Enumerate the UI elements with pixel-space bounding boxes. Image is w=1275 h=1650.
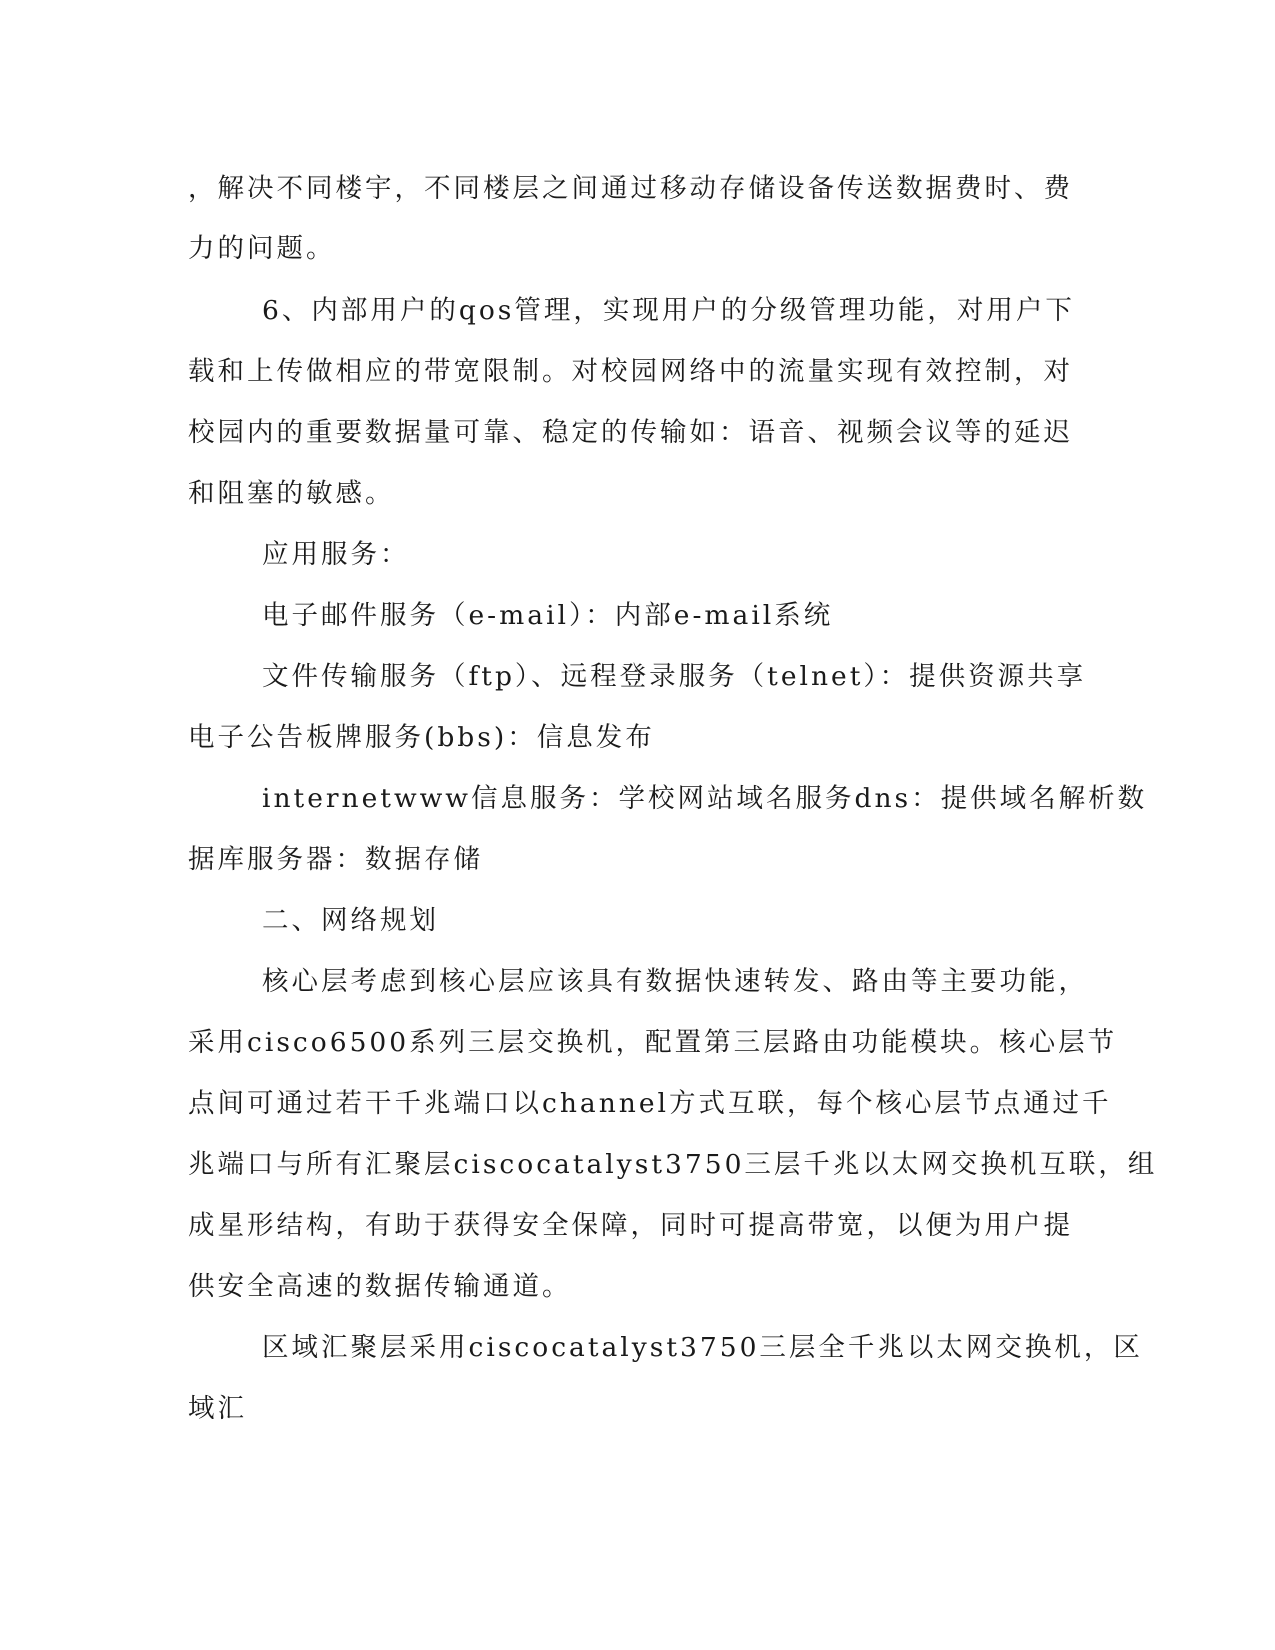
text-line: 采用cisco6500系列三层交换机，配置第三层路由功能模块。核心层节 bbox=[188, 1027, 1118, 1058]
text-line: 区域汇聚层采用ciscocatalyst3750三层全千兆以太网交换机，区 bbox=[262, 1332, 1143, 1363]
text-line: 和阻塞的敏感。 bbox=[188, 478, 395, 509]
text-line: 成星形结构，有助于获得安全保障，同时可提高带宽，以便为用户提 bbox=[188, 1210, 1073, 1241]
section-label: 应用服务： bbox=[262, 539, 410, 570]
text-line: 兆端口与所有汇聚层ciscocatalyst3750三层千兆以太网交换机互联，组 bbox=[188, 1149, 1158, 1180]
section-heading: 二、网络规划 bbox=[262, 905, 439, 936]
text-line: 域汇 bbox=[188, 1393, 247, 1424]
text-line: ，解决不同楼宇，不同楼层之间通过移动存储设备传送数据费时、费 bbox=[188, 173, 1073, 204]
text-line: internetwww信息服务：学校网站域名服务dns：提供域名解析数 bbox=[262, 783, 1148, 814]
text-line: 文件传输服务（ftp）、远程登录服务（telnet）：提供资源共享 bbox=[262, 661, 1087, 692]
text-line: 6、内部用户的qos管理，实现用户的分级管理功能，对用户下 bbox=[262, 295, 1075, 326]
text-line: 校园内的重要数据量可靠、稳定的传输如：语音、视频会议等的延迟 bbox=[188, 417, 1073, 448]
text-line: 供安全高速的数据传输通道。 bbox=[188, 1271, 572, 1302]
text-line: 力的问题。 bbox=[188, 233, 336, 264]
text-line: 点间可通过若干千兆端口以channel方式互联，每个核心层节点通过千 bbox=[188, 1088, 1112, 1119]
text-line: 电子公告板牌服务(bbs)：信息发布 bbox=[188, 722, 655, 753]
text-line: 载和上传做相应的带宽限制。对校园网络中的流量实现有效控制，对 bbox=[188, 356, 1073, 387]
text-line: 据库服务器：数据存储 bbox=[188, 844, 483, 875]
text-line: 电子邮件服务（e-mail）：内部e-mail系统 bbox=[262, 600, 834, 631]
text-line: 核心层考虑到核心层应该具有数据快速转发、路由等主要功能， bbox=[262, 966, 1088, 997]
